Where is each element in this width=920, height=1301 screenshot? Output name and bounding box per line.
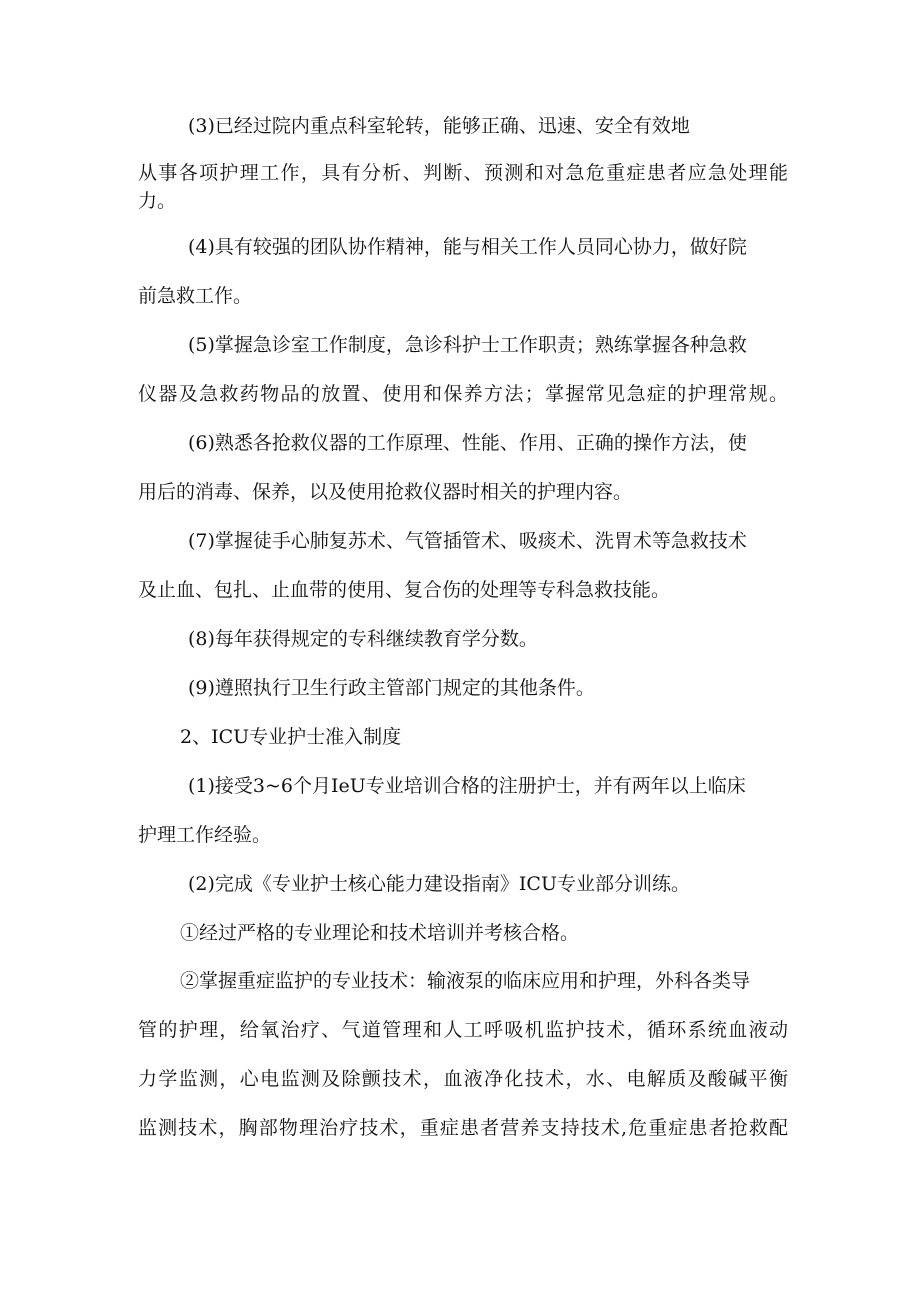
circle2-line-2: 管的护理，给氧治疗、气道管理和人工呼吸机监护技术，循环系统血液动 [138,1019,788,1041]
p9-line-1: (9)遵照执行卫生行政主管部门规定的其他条件。 [188,677,595,699]
circle1-line-1: ①经过严格的专业理论和技术培训并考核合格。 [180,922,580,944]
icu1-line-2: 护理工作经验。 [138,824,272,846]
p7-line-2: 及止血、包扎、止血带的使用、复合伤的处理等专科急救技能。 [138,579,671,601]
circle2-line-4: 监测技术，胸部物理治疗技术，重症患者营养支持技术,危重症患者抢救配 [138,1117,788,1139]
section-heading-icu: 2、ICU专业护士准入制度 [180,726,402,748]
p5-line-2: 仪器及急救药物品的放置、使用和保养方法；掌握常见急症的护理常规。 [138,383,788,405]
p3-line-3: 力。 [138,190,177,212]
icu1-line-1: (1)接受3~6个月IeU专业培训合格的注册护士，并有两年以上临床 [188,775,746,797]
p3-line-1: (3)已经过院内重点科室轮转，能够正确、迅速、安全有效地 [188,115,690,137]
circle2-line-3: 力学监测，心电监测及除颤技术，血液净化技术，水、电解质及酸碱平衡 [138,1068,788,1090]
p3-line-2: 从事各项护理工作，具有分析、判断、预测和对急危重症患者应急处理能 [138,162,788,184]
p4-line-1: (4)具有较强的团队协作精神，能与相关工作人员同心协力，做好院 [188,236,747,258]
p6-line-1: (6)熟悉各抢救仪器的工作原理、性能、作用、正确的操作方法，使 [188,432,747,454]
p5-line-1: (5)掌握急诊室工作制度，急诊科护士工作职责；熟练掌握各种急救 [188,334,747,356]
p6-line-2: 用后的消毒、保养，以及使用抢救仪器时相关的护理内容。 [138,481,633,503]
circle2-line-1: ②掌握重症监护的专业技术：输液泵的临床应用和护理，外科各类导 [180,970,751,992]
icu2-line-1: (2)完成《专业护士核心能力建设指南》ICU专业部分训练。 [188,873,690,895]
p4-line-2: 前急救工作。 [138,285,253,307]
p7-line-1: (7)掌握徒手心肺复苏术、气管插管术、吸痰术、洗胃术等急救技术 [188,530,747,552]
p8-line-1: (8)每年获得规定的专科继续教育学分数。 [188,628,538,650]
